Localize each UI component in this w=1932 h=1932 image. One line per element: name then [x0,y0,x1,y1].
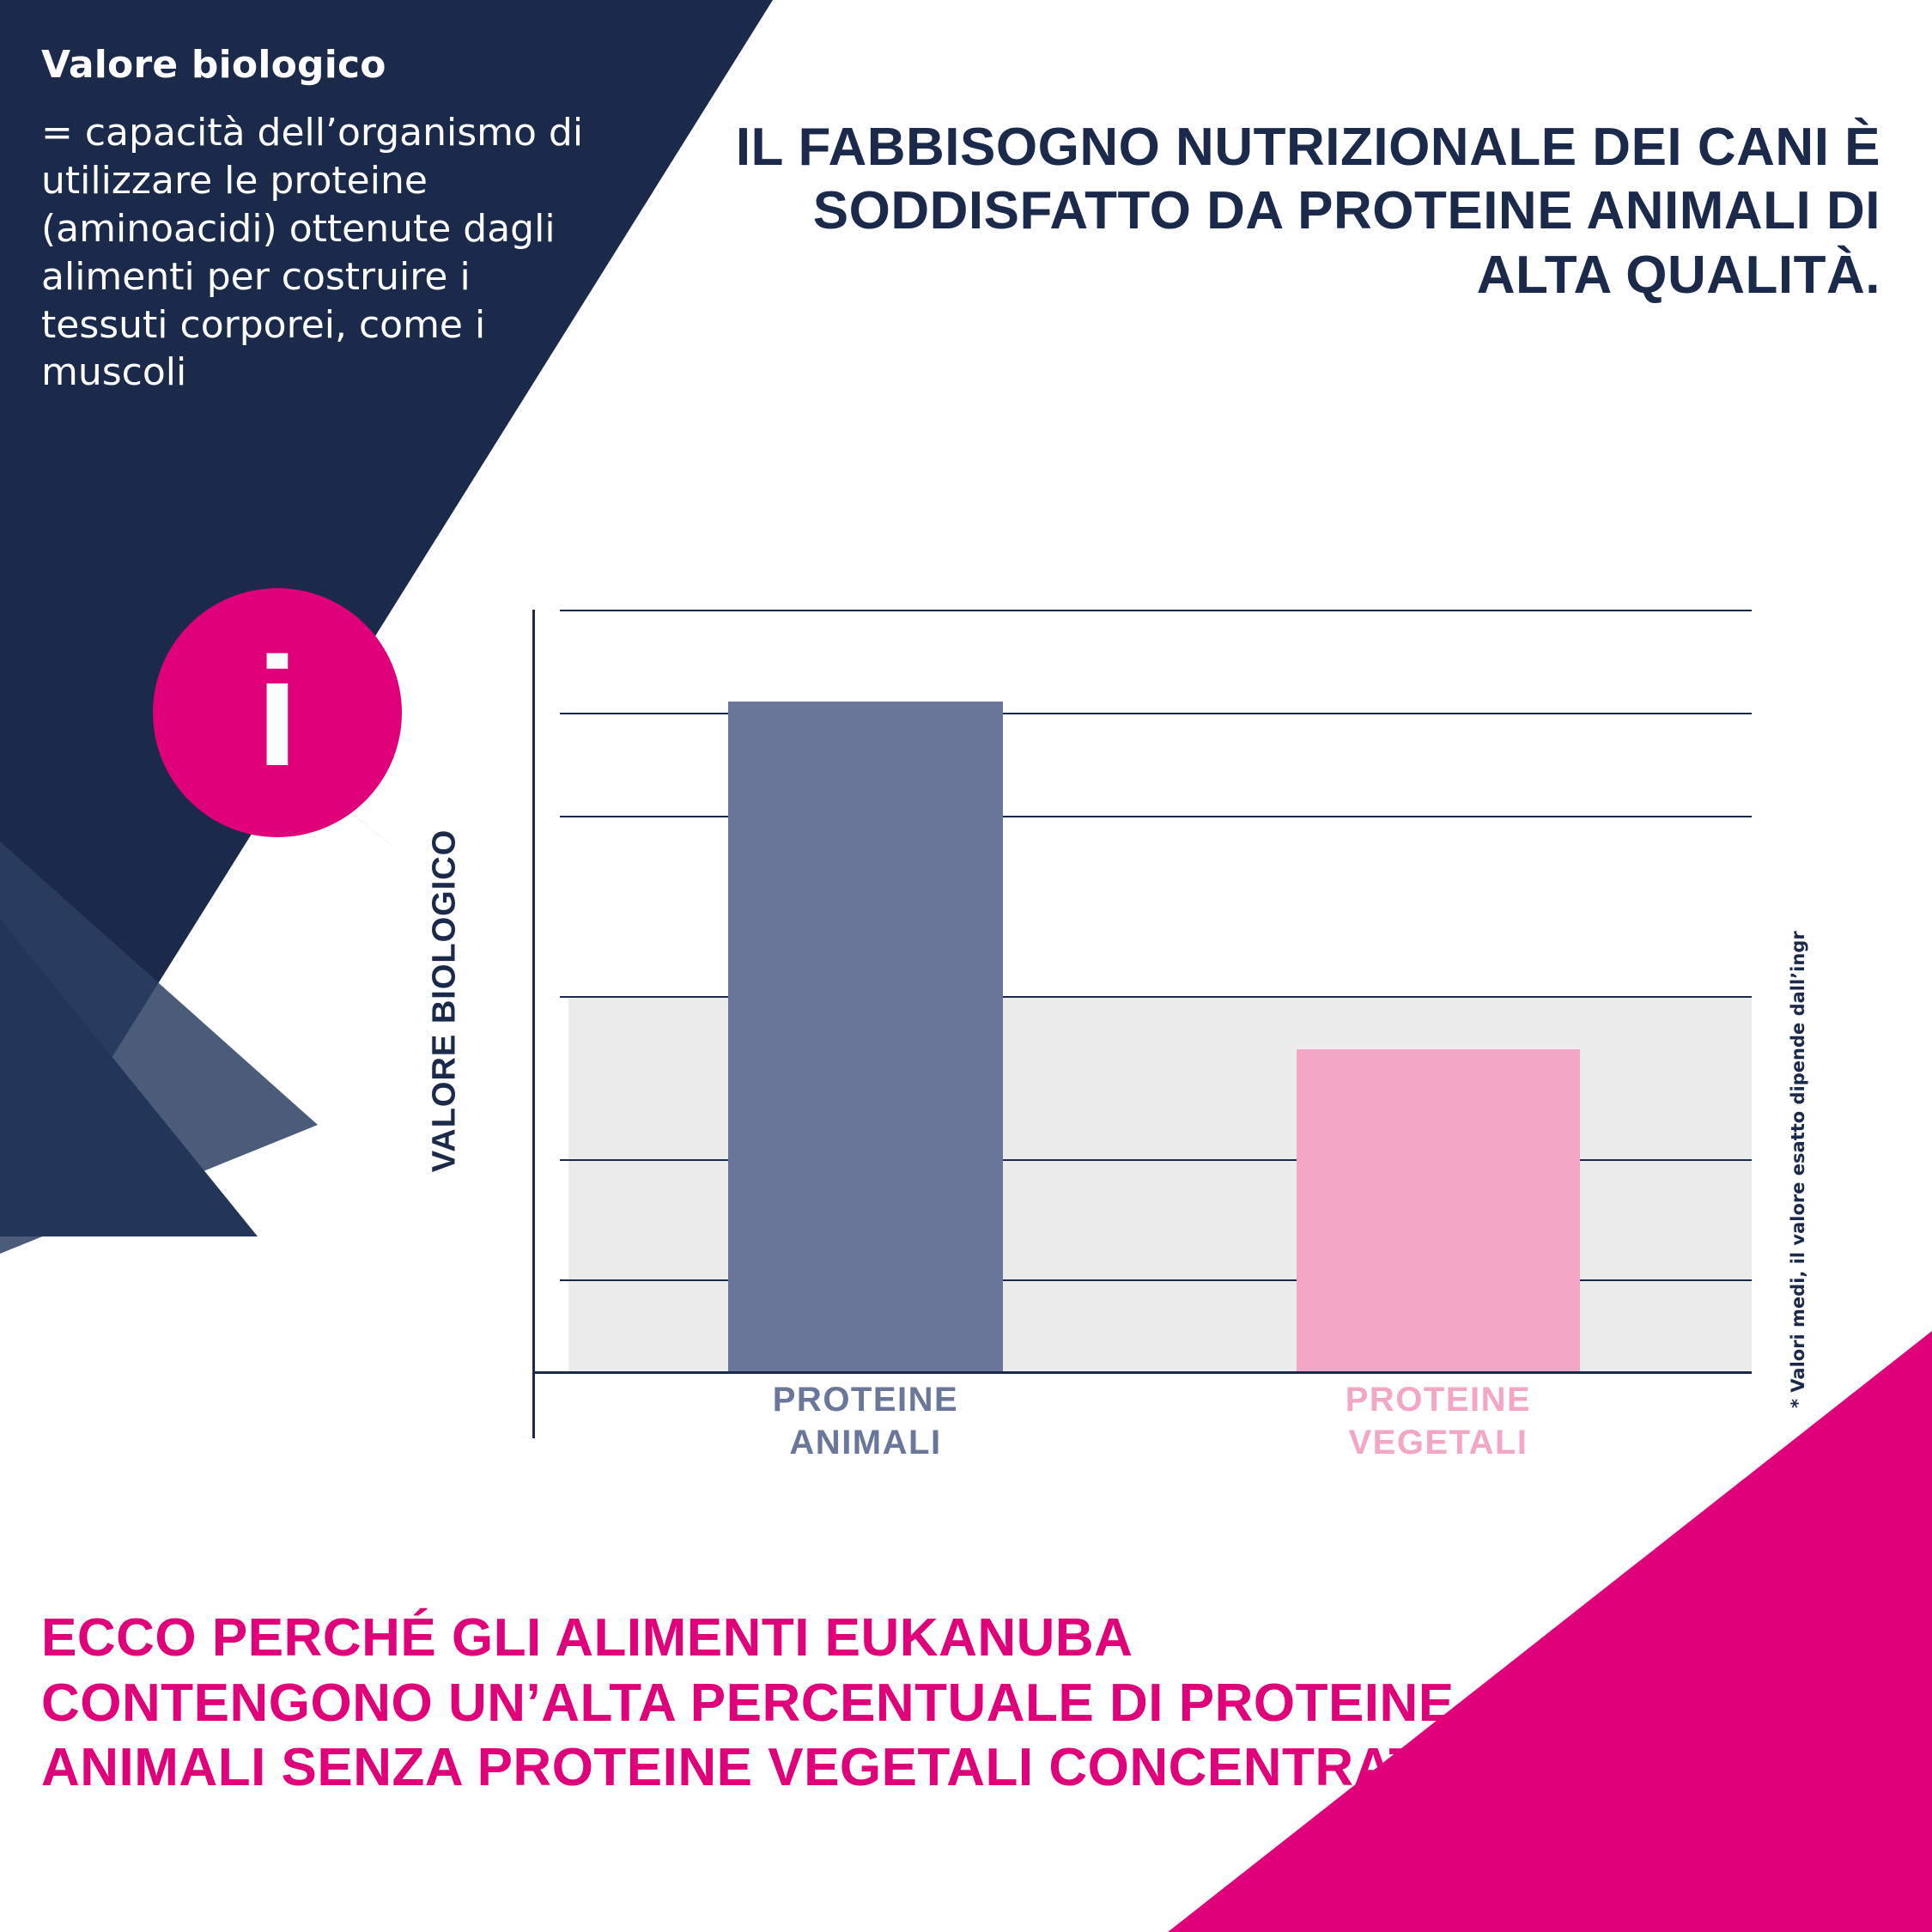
bar-chart [426,627,1752,1461]
chart-footnote-text: * Valori medi, il valore esatto dipende dall’ingr [1788,931,1808,1408]
gridline-top [560,610,1752,611]
y-axis-line [532,610,535,1438]
chart-footnote [1769,893,1808,1408]
headline: IL FABBISOGNO NUTRIZIONALE DEI CANI È SODDISFATTO DA PROTEINE ANIMALI DI ALTA QUALITÀ. [735,118,1880,305]
bar-label-proteine-vegetali: PROTEINE VEGETALI [1345,1381,1532,1461]
y-axis-label-text: VALORE BIOLOGICO [426,829,463,1172]
bottom-claim: ECCO PERCHÉ GLI ALIMENTI EUKANUBA CONTENGONO UN’ALTA PERCENTUALE DI PROTEINE ANIMALI SENZA PROTEINE VEGETALI CONCENTRATE. [41,1608,1473,1798]
info-letter: i [255,626,299,799]
info-bubble [153,588,402,837]
definition-body: = capacità dell’organismo di utilizzare le proteine (aminoacidi) ottenute dagli alimenti per costruire i tessuti corporei, come i muscoli [41,111,584,395]
y-axis-label [419,627,471,1374]
bar-proteine-vegetali [1297,1049,1580,1371]
bar-proteine-animali [728,702,1003,1371]
chart-plot-area [532,627,1752,1461]
definition-title: Valore biologico [41,43,386,87]
definition-block [41,43,591,397]
bar-label-proteine-animali: PROTEINE ANIMALI [772,1381,959,1461]
x-axis-line [532,1371,1752,1374]
